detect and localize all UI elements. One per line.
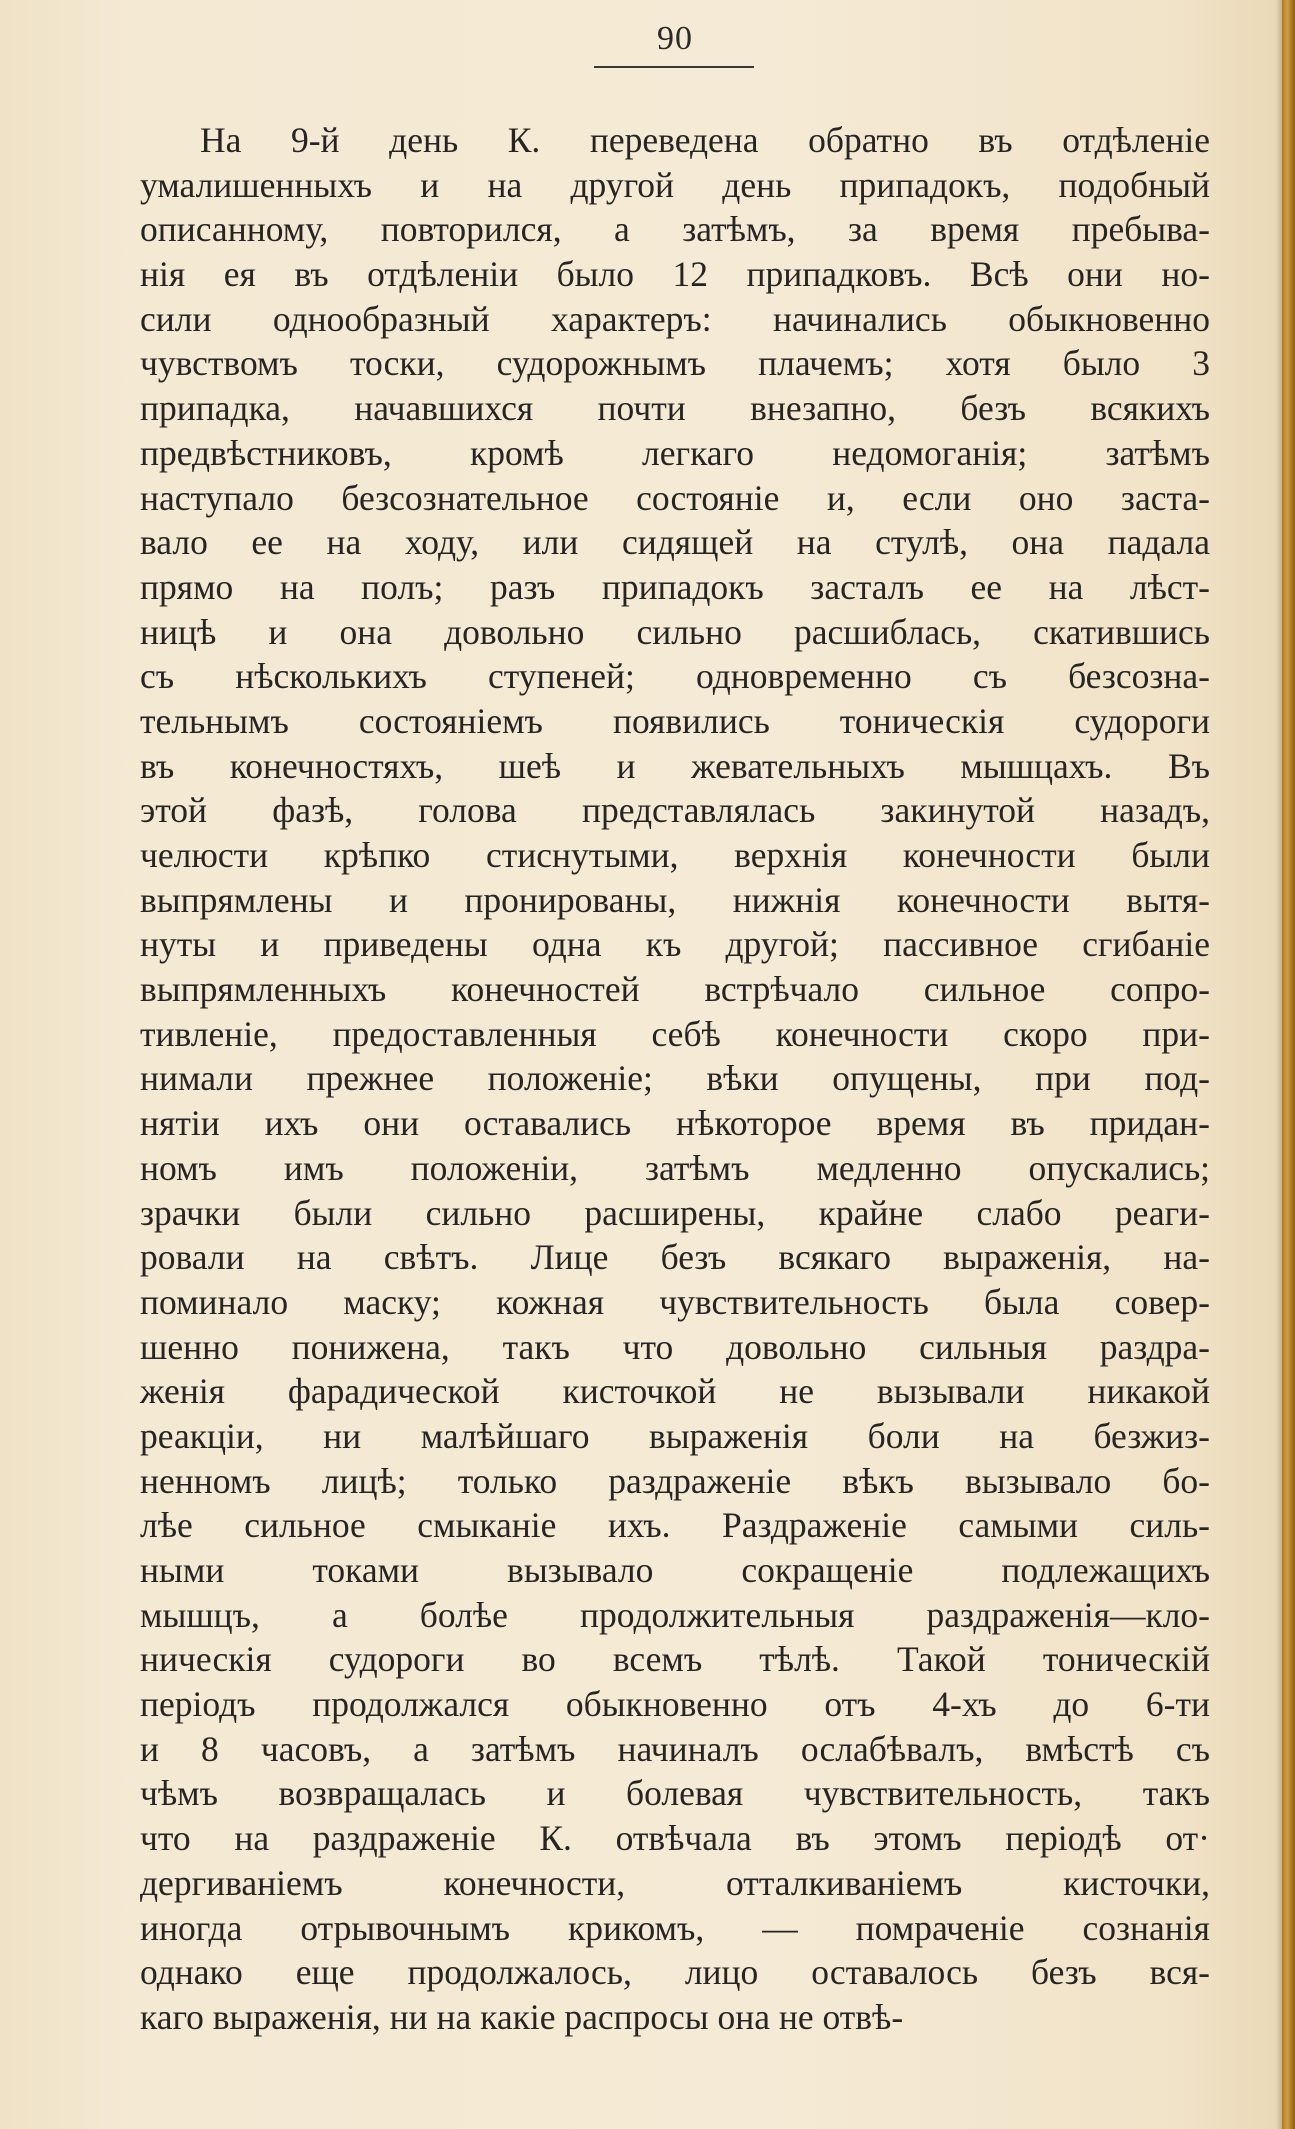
text-line: На 9-й день К. переведена обратно въ отдѣленіе [200, 120, 1210, 160]
text-line: съ нѣсколькихъ ступеней; одновременно съ безсозна- [140, 656, 1210, 697]
body-text [140, 118, 1210, 2040]
page-number-rule [594, 66, 754, 68]
text-line: тивленіе, предоставленныя себѣ конечности скоро при- [140, 1013, 1210, 1054]
page-number: 90 [657, 20, 693, 57]
text-line: прямо на полъ; разъ припадокъ засталъ ее на лѣст- [140, 566, 1210, 607]
text-line: однако еще продолжалось, лицо оставалось безъ вся- [140, 1952, 1210, 1993]
text-line: каго выраженія, ни на какіе распросы она не отвѣ- [140, 1996, 904, 2037]
text-line: наступало безсознательное состояніе и, если оно заста- [140, 477, 1210, 518]
text-line: тельнымъ состояніемъ появились тоническія судороги [140, 700, 1210, 741]
text-line: чувствомъ тоски, судорожнымъ плачемъ; хотя было 3 [140, 343, 1210, 384]
text-line: что на раздраженіе К. отвѣчала въ этомъ періодѣ от· [140, 1818, 1210, 1859]
text-line: поминало маску; кожная чувствительность была совер- [140, 1281, 1210, 1322]
text-line: нія ея въ отдѣленіи было 12 припадковъ. Всѣ они но- [140, 254, 1210, 295]
text-line: ницѣ и она довольно сильно расшиблась, скатившись [140, 611, 1210, 652]
text-line: въ конечностяхъ, шеѣ и жевательныхъ мышцахъ. Въ [140, 745, 1210, 786]
text-line: ненномъ лицѣ; только раздраженіе вѣкъ вызывало бо- [140, 1460, 1210, 1501]
text-line: нуты и приведены одна къ другой; пассивное сгибаніе [140, 924, 1210, 965]
text-line: зрачки были сильно расширены, крайне слабо реаги- [140, 1192, 1210, 1233]
text-line: выпрямленныхъ конечностей встрѣчало сильное сопро- [140, 969, 1210, 1010]
text-line: иногда отрывочнымъ крикомъ, — помраченіе сознанія [140, 1907, 1210, 1948]
text-line: сили однообразный характеръ: начинались обыкновенно [140, 298, 1210, 339]
text-line: челюсти крѣпко стиснутыми, верхнія конечности были [140, 835, 1210, 875]
text-line: нятіи ихъ они оставались нѣкоторое время въ придан- [140, 1103, 1210, 1144]
text-line: припадка, начавшихся почти внезапно, безъ всякихъ [140, 388, 1210, 429]
text-line: ническія судороги во всемъ тѣлѣ. Такой тоническій [140, 1639, 1210, 1680]
text-line: ровали на свѣтъ. Лице безъ всякаго выраженія, на- [140, 1237, 1210, 1278]
text-line: періодъ продолжался обыкновенно отъ 4-хъ до 6-ти [140, 1684, 1210, 1725]
text-line: вало ее на ходу, или сидящей на стулѣ, она падала [140, 522, 1210, 563]
text-line: лѣе сильное смыканіе ихъ. Раздраженіе самыми силь- [140, 1505, 1210, 1546]
text-line: этой фазѣ, голова представлялась закинутой назадъ, [140, 790, 1210, 831]
text-line: описанному, повторился, а затѣмъ, за время пребыва- [140, 209, 1210, 250]
text-line: предвѣстниковъ, кромѣ легкаго недомоганія; затѣмъ [140, 432, 1210, 473]
text-line: умалишенныхъ и на другой день припадокъ, подобный [140, 164, 1210, 205]
text-line: ными токами вызывало сокращеніе подлежащихъ [140, 1550, 1210, 1590]
text-line: номъ имъ положеніи, затѣмъ медленно опускались; [140, 1147, 1210, 1188]
text-line: чѣмъ возвращалась и болевая чувствительность, такъ [140, 1773, 1210, 1814]
text-line: женія фарадической кисточкой не вызывали никакой [140, 1371, 1210, 1412]
text-line: шенно понижена, такъ что довольно сильныя раздра- [140, 1326, 1210, 1367]
text-line: нимали прежнее положеніе; вѣки опущены, при под- [140, 1058, 1210, 1099]
text-line: реакціи, ни малѣйшаго выраженія боли на безжиз- [140, 1415, 1210, 1456]
book-edge-strip [1282, 0, 1295, 2129]
text-line: и 8 часовъ, а затѣмъ начиналъ ослабѣвалъ, вмѣстѣ съ [140, 1728, 1210, 1769]
text-line: выпрямлены и пронированы, нижнія конечности вытя- [140, 879, 1210, 920]
text-line: мышцъ, а болѣе продолжительныя раздраженія—кло- [140, 1594, 1210, 1635]
text-line: дергиваніемъ конечности, отталкиваніемъ кисточки, [140, 1862, 1210, 1903]
